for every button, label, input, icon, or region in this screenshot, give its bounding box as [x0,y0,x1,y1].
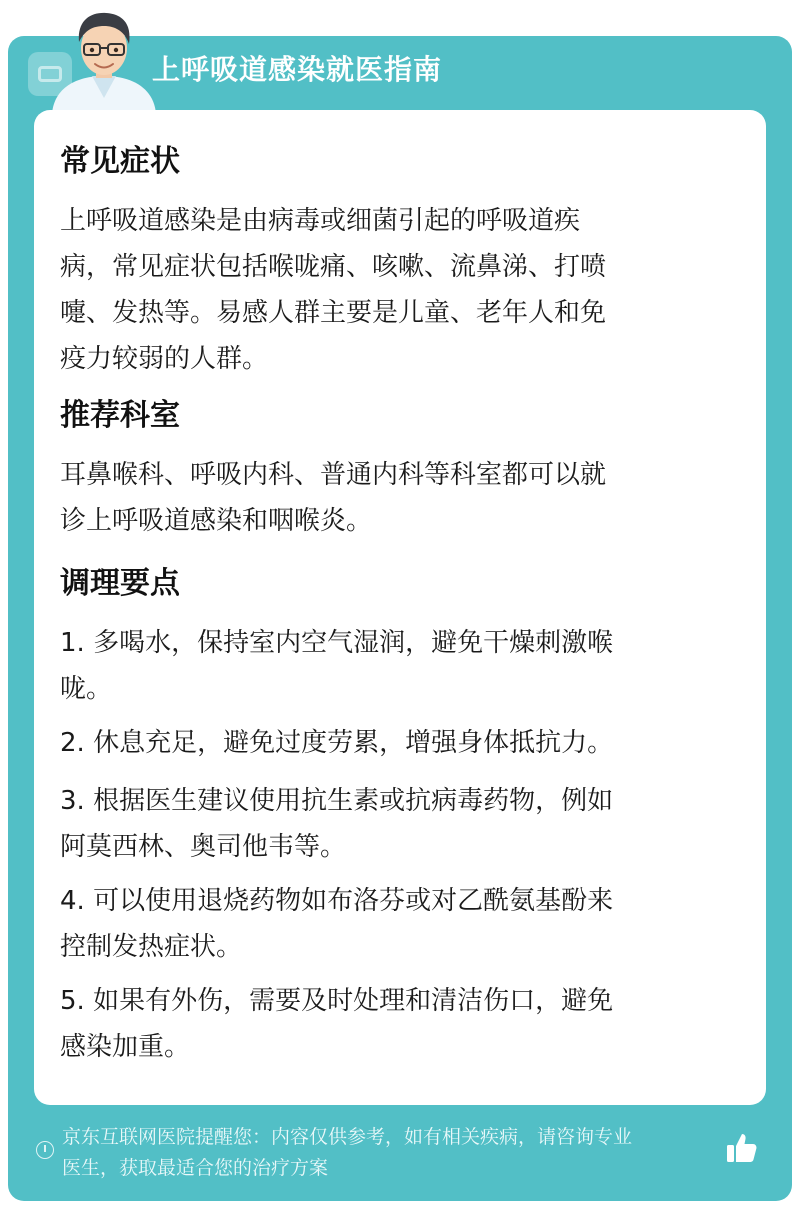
text-line: 5. 如果有外伤，需要及时处理和清洁伤口，避免 [60,986,614,1016]
departments-text [60,452,730,544]
text-line: 4. 可以使用退烧药物如布洛芬或对乙酰氨基酚来 [60,886,614,916]
text-line: 2. 休息充足，避免过度劳累，增强身体抵抗力。 [60,728,614,758]
text-line: 诊上呼吸道感染和咽喉炎。 [60,506,373,536]
text-line: 上呼吸道感染是由病毒或细菌引起的呼吸道疾 [60,206,581,236]
footer-line: 京东互联网医院提醒您：内容仅供参考，如有相关疾病，请咨询专业 [62,1126,633,1148]
text-line: 控制发热症状。 [60,932,243,962]
care-tip-5 [60,978,730,1070]
footer-disclaimer [62,1122,732,1184]
content-card [34,110,766,1105]
text-line: 3. 根据医生建议使用抗生素或抗病毒药物，例如 [60,786,614,816]
text-line: 耳鼻喉科、呼吸内科、普通内科等科室都可以就 [60,460,607,490]
section-heading-departments: 推荐科室 [60,398,180,433]
care-tip-3 [60,778,730,870]
care-tip-4 [60,878,730,970]
text-line: 嚏、发热等。易感人群主要是儿童、老年人和免 [60,298,607,328]
page-title: 上呼吸道感染就医指南 [152,53,443,86]
text-line: 疫力较弱的人群。 [60,344,269,374]
text-line: 病，常见症状包括喉咙痛、咳嗽、流鼻涕、打喷 [60,252,607,282]
care-tip-1 [60,620,730,712]
text-line: 咙。 [60,674,113,704]
footer-line: 医生，获取最适合您的治疗方案 [62,1157,329,1179]
text-line: 感染加重。 [60,1032,191,1062]
text-line: 阿莫西林、奥司他韦等。 [60,832,347,862]
section-heading-symptoms: 常见症状 [60,144,180,179]
doctor-avatar [48,6,160,114]
symptoms-text [60,198,730,382]
info-icon [36,1141,54,1159]
text-line: 1. 多喝水，保持室内空气湿润，避免干燥刺激喉 [60,628,614,658]
thumbs-up-icon[interactable] [724,1130,760,1166]
section-heading-care-tips: 调理要点 [60,566,180,601]
care-tip-2 [60,720,730,766]
